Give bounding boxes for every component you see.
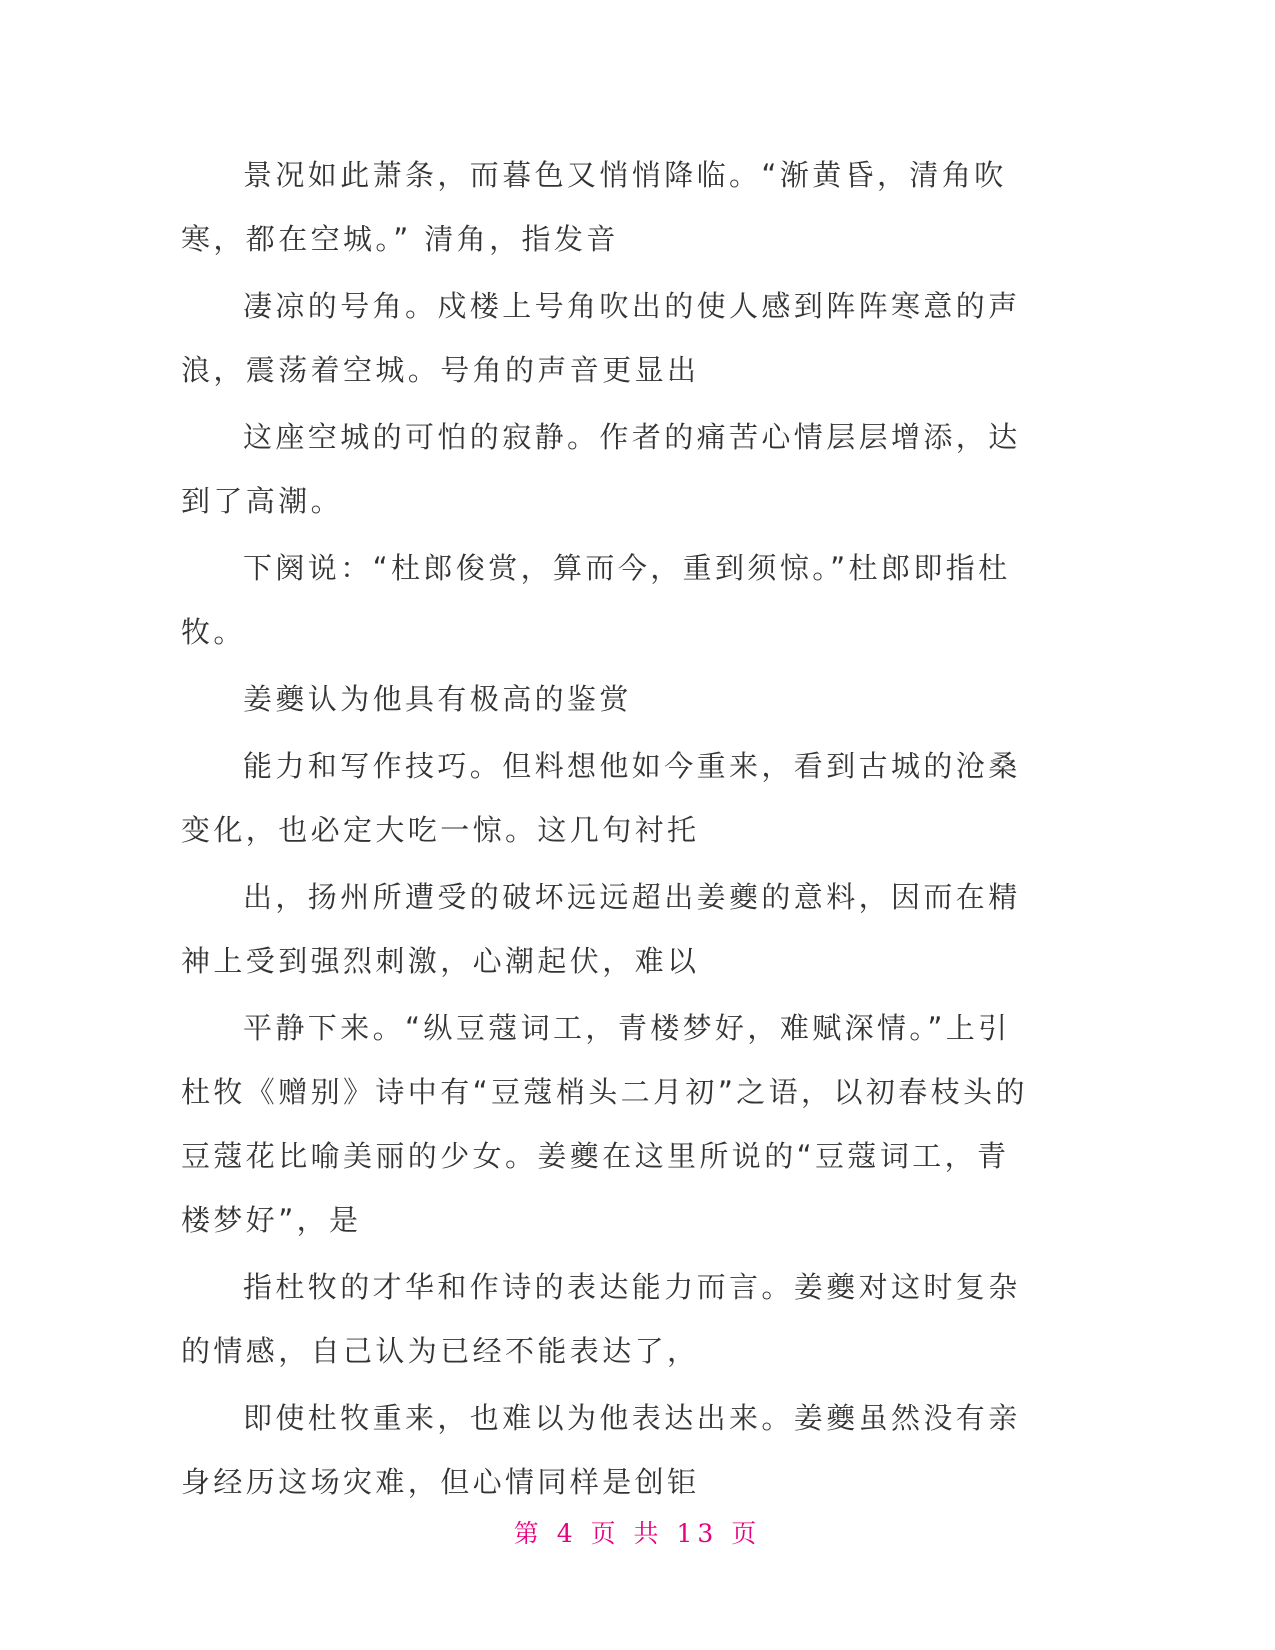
paragraph: 景况如此萧条，而暮色又悄悄降临。“渐黄昏，清角吹寒，都在空城。” 清角，指发音 xyxy=(181,158,1007,256)
paragraph: 出，扬州所遭受的破坏远远超出姜夔的意料，因而在精神上受到强烈刺激，心潮起伏，难以 xyxy=(181,880,1021,978)
paragraph: 下阕说：“杜郎俊赏，算而今，重到须惊。”杜郎即指杜牧。 xyxy=(181,551,1011,649)
paragraph: 平静下来。“纵豆蔻词工，青楼梦好，难赋深情。”上引杜牧《赠别》诗中有“豆蔻梢头二月初”之语，以初春枝头的豆蔻花比喻美丽的少女。姜夔在这里所说的“豆蔻词工，青楼梦好”，是 xyxy=(181,1011,1028,1237)
paragraph: 凄凉的号角。戍楼上号角吹出的使人感到阵阵寒意的声浪，震荡着空城。号角的声音更显出 xyxy=(181,289,1021,387)
paragraph: 这座空城的可怕的寂静。作者的痛苦心情层层增添，达到了高潮。 xyxy=(181,420,1021,518)
document-body xyxy=(181,143,1041,1517)
paragraph: 能力和写作技巧。但料想他如今重来，看到古城的沧桑变化，也必定大吃一惊。这几句衬托 xyxy=(181,749,1021,847)
paragraph: 指杜牧的才华和作诗的表达能力而言。姜夔对这时复杂的情感，自己认为已经不能表达了， xyxy=(181,1270,1021,1368)
page-indicator: 第 4 页 共 13 页 xyxy=(513,1519,762,1548)
paragraph: 姜夔认为他具有极高的鉴赏 xyxy=(243,682,632,716)
paragraph: 即使杜牧重来，也难以为他表达出来。姜夔虽然没有亲身经历这场灾难，但心情同样是创钜 xyxy=(181,1401,1021,1499)
